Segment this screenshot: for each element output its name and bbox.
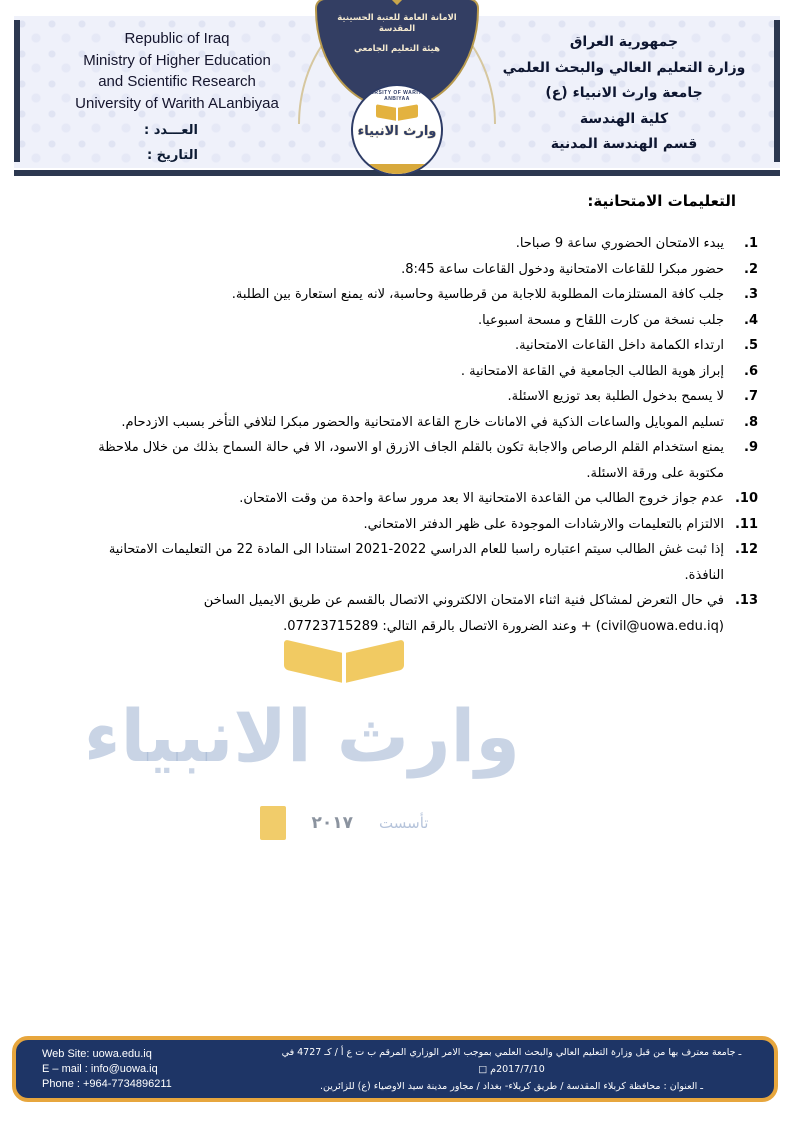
item-number: 13. bbox=[734, 593, 758, 608]
arabic-line-4: كلية الهندسة bbox=[579, 110, 669, 127]
open-book-icon bbox=[376, 106, 418, 121]
list-item bbox=[94, 486, 758, 512]
item-number: 12. bbox=[734, 542, 758, 557]
emblem-calligraphy: وارث الانبياء bbox=[357, 124, 437, 139]
header-left-bar bbox=[14, 20, 20, 162]
item-text: يمنع استخدام القلم الرصاص والاجابة تكون بالقلم الجاف الازرق او الاسود، الا في حالة السماح بذلك من خلال ملاحظة مكتوبة على ورقة الاسئلة. bbox=[98, 440, 724, 481]
number-label: العـــدد : bbox=[144, 123, 198, 138]
footer-arabic-block bbox=[241, 1044, 774, 1095]
footer-email: E – mail : info@uowa.iq bbox=[42, 1062, 158, 1075]
arabic-line-3: جامعة وارث الانبياء (ع) bbox=[545, 85, 703, 101]
item-number: 10. bbox=[734, 491, 758, 506]
header-right-bar bbox=[774, 20, 780, 162]
footer-band bbox=[12, 1036, 778, 1102]
item-number: 9. bbox=[744, 440, 758, 455]
item-text: حضور مبكرا للقاعات الامتحانية ودخول القاعات ساعة 8:45. bbox=[401, 261, 724, 277]
university-emblem bbox=[351, 84, 443, 176]
date-label: التاريخ : bbox=[146, 148, 198, 163]
arabic-line-5: قسم الهندسة المدنية bbox=[550, 136, 698, 152]
item-text: تسليم الموبايل والساعات الذكية في الامانات خارج القاعة الامتحانية والحضور مبكرا لتلافي التأخر بسبب الازدحام. bbox=[121, 414, 724, 430]
item-text: لا يسمح بدخول الطلبة بعد توزيع الاسئلة. bbox=[507, 389, 724, 404]
item-text: جلب كافة المستلزمات المطلوبة للاجابة من قرطاسية وحاسبة، لانه يمنع استعارة بين الطلبة. bbox=[231, 287, 724, 302]
list-item bbox=[94, 333, 758, 359]
instructions-list bbox=[94, 231, 758, 639]
ministry-english-block bbox=[36, 28, 318, 114]
watermark-gold-square bbox=[260, 806, 286, 840]
arabic-line-1: جمهورية العراق bbox=[569, 34, 679, 50]
item-text: ارتداء الكمامة داخل القاعات الامتحانية. bbox=[514, 338, 724, 353]
footer-website: Web Site: uowa.edu.iq bbox=[42, 1047, 152, 1060]
list-item bbox=[94, 257, 758, 283]
list-item bbox=[94, 435, 758, 486]
list-item bbox=[94, 384, 758, 410]
english-line-3: and Scientific Research bbox=[98, 73, 256, 90]
university-logo bbox=[292, 0, 502, 188]
watermark-calligraphy: وارث الانبياء bbox=[83, 694, 520, 778]
item-text: الالتزام بالتعليمات والارشادات الموجودة على ظهر الدفتر الامتحاني. bbox=[363, 516, 724, 532]
english-line-1: Republic of Iraq bbox=[124, 30, 230, 47]
book-left-page bbox=[376, 104, 396, 121]
footer-contact-block bbox=[16, 1047, 241, 1092]
item-text: يبدء الامتحان الحضوري ساعة 9 صباحا. bbox=[515, 236, 724, 251]
footer-phone: Phone : +964-7734896211 bbox=[42, 1077, 172, 1090]
emblem-ring-text: UNIVERSITY OF WARITH AL-ANBIYAA bbox=[356, 90, 438, 102]
watermark-book-icon bbox=[284, 642, 404, 682]
item-number: 8. bbox=[744, 414, 758, 430]
item-number: 11. bbox=[734, 516, 758, 532]
list-item bbox=[94, 308, 758, 334]
item-number: 7. bbox=[744, 389, 758, 404]
item-number: 1. bbox=[744, 236, 758, 251]
item-number: 5. bbox=[744, 338, 758, 353]
item-number: 3. bbox=[744, 287, 758, 302]
list-item bbox=[94, 359, 758, 385]
emblem-gold-band bbox=[353, 164, 441, 174]
english-line-2: Ministry of Higher Education bbox=[83, 51, 271, 69]
item-text: عدم جواز خروج الطالب من القاعدة الامتحانية الا بعد مرور ساعة واحدة من وقت الامتحان. bbox=[239, 491, 724, 506]
item-text: في حال التعرض لمشاكل فنية اثناء الامتحان الالكتروني الاتصال بالقسم عن طريق الايميل الساخن (civil@uowa.edu.iq) + وعند الضرورة الاتصال بالرقم التالي: 07723715289. bbox=[203, 593, 724, 634]
shield-text-1: الامانة العامة للعتبة الحسينية المقدسة bbox=[337, 13, 457, 34]
item-text: جلب نسخة من كارت اللقاح و مسحة اسبوعيا. bbox=[477, 312, 724, 328]
list-item bbox=[94, 410, 758, 436]
item-number: 4. bbox=[744, 312, 758, 328]
item-number: 6. bbox=[744, 363, 758, 379]
ministry-arabic-block bbox=[484, 30, 764, 158]
item-text: إذا ثبت غش الطالب سيتم اعتباره راسبا للعام الدراسي 2022-2021 استنادا الى المادة 22 من التعليمات الامتحانية النافذة. bbox=[108, 542, 724, 583]
list-item bbox=[94, 537, 758, 588]
item-number: 2. bbox=[744, 261, 758, 277]
watermark-footer bbox=[168, 806, 520, 840]
watermark-book-left bbox=[284, 639, 342, 682]
footer-arabic-line-1: ـ جامعة معترف بها من قبل وزارة التعليم العالي والبحث العلمي بموجب الامر الوزاري المرقم ب ت ع أ / كـ 4727 في 2017/7/10م □ bbox=[281, 1046, 742, 1075]
watermark-year: ٢٠١٧ bbox=[311, 813, 354, 833]
list-item bbox=[94, 282, 758, 308]
list-item bbox=[94, 512, 758, 538]
watermark-logo bbox=[83, 642, 520, 842]
arabic-line-2: وزارة التعليم العالي والبحث العلمي bbox=[502, 59, 746, 76]
list-item bbox=[94, 588, 758, 639]
footer-arabic-line-2: ـ العنوان : محافظة كربلاء المقدسة / طريق كربلاء- بغداد / مجاور مدينة سيد الاوصياء (ع) للزائرين. bbox=[319, 1080, 704, 1092]
book-right-page bbox=[398, 104, 418, 121]
watermark-book-right bbox=[346, 639, 404, 682]
english-line-4: University of Warith ALanbiyaa bbox=[75, 94, 279, 112]
watermark-founded: تأسست bbox=[379, 814, 429, 832]
item-text: إبراز هوية الطالب الجامعية في القاعة الامتحانية . bbox=[460, 363, 724, 379]
shield-text-2: هيئة التعليم الجامعي bbox=[354, 44, 440, 54]
number-date-block bbox=[144, 118, 198, 168]
page-title: التعليمات الامتحانية: bbox=[587, 192, 736, 210]
list-item bbox=[94, 231, 758, 257]
